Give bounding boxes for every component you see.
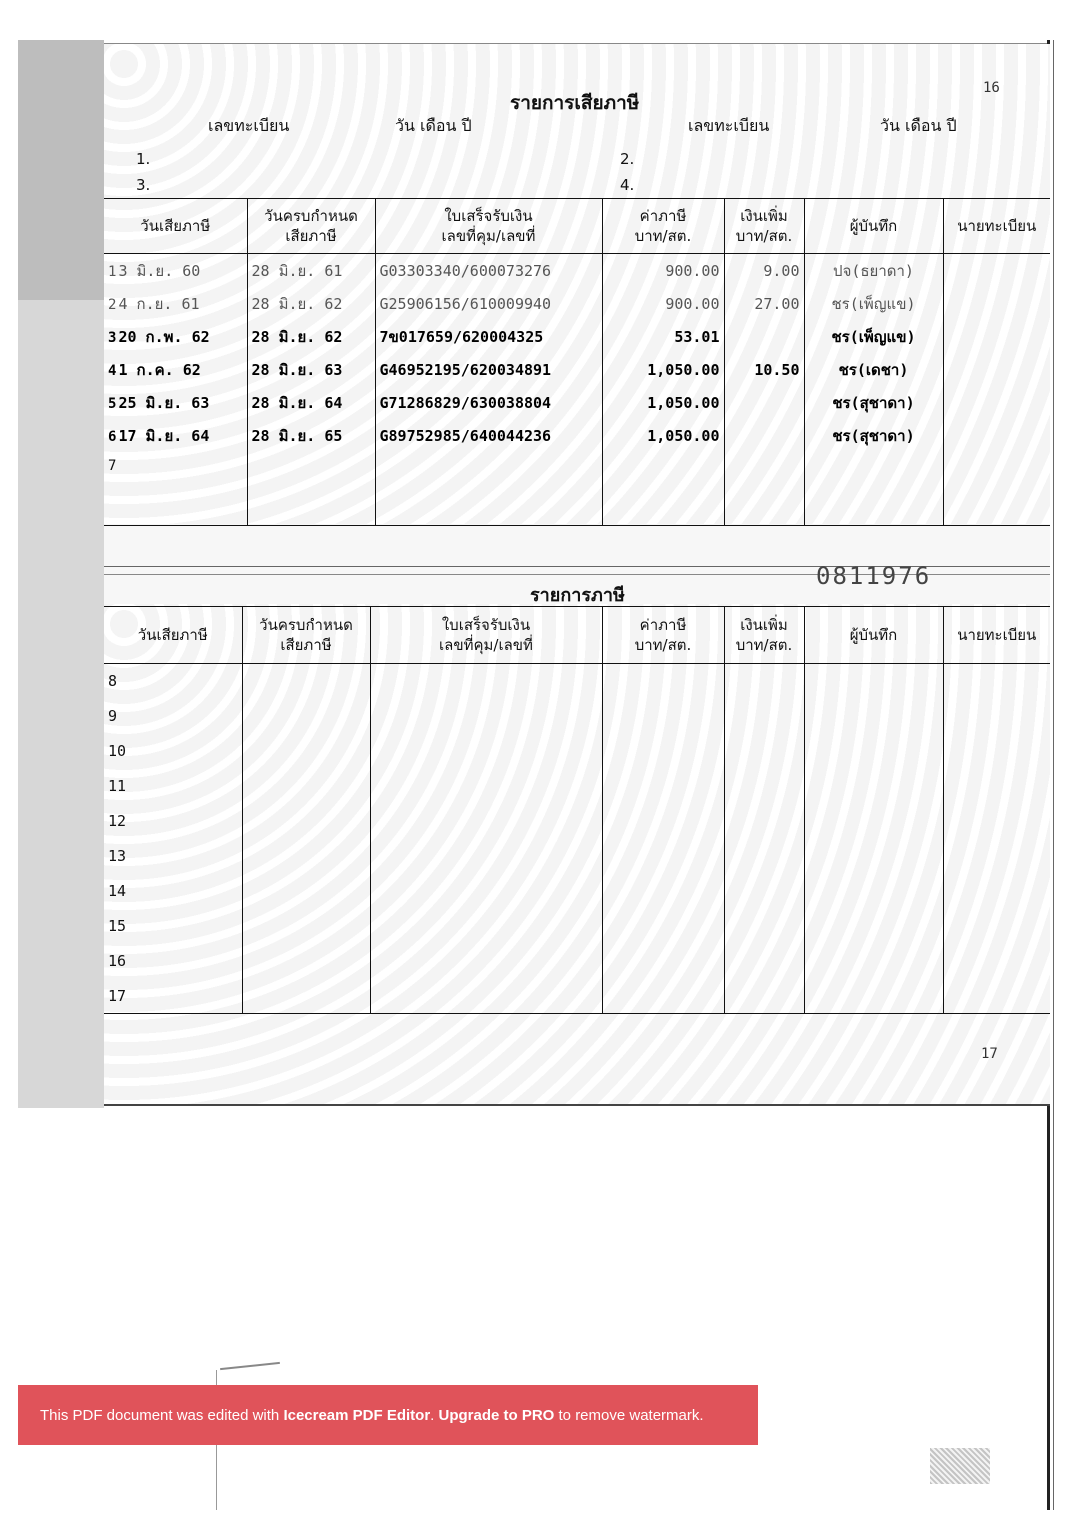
table-row bbox=[104, 874, 1050, 909]
cell-due-date: 28 มิ.ย. 65 bbox=[247, 419, 375, 452]
pay-date-value: 1 ก.ค. 62 bbox=[118, 360, 201, 379]
table-row bbox=[104, 979, 1050, 1014]
th-pay-date: วันเสียภาษี bbox=[104, 199, 247, 254]
reg-number-header-1: เลขทะเบียน bbox=[208, 116, 290, 135]
scan-smudge bbox=[930, 1448, 990, 1484]
table-row bbox=[104, 386, 1050, 419]
row-number: 6 bbox=[108, 428, 117, 445]
th-receipt-l1: ใบเสร็จรับเงิน bbox=[441, 616, 531, 634]
table-row bbox=[104, 944, 1050, 979]
table-row bbox=[104, 419, 1050, 452]
watermark-product: Icecream PDF Editor bbox=[283, 1406, 431, 1424]
cell-pay-date bbox=[104, 419, 247, 452]
table-row bbox=[104, 804, 1050, 839]
page-number-top: 16 bbox=[983, 80, 1000, 96]
table-row bbox=[104, 320, 1050, 353]
pay-date-value: 3 มิ.ย. 60 bbox=[118, 261, 201, 280]
cell-pay-date bbox=[104, 254, 247, 288]
th-due-date-l2: เสียภาษี bbox=[285, 227, 337, 245]
cell-tax: 900.00 bbox=[602, 254, 724, 288]
th-receipt bbox=[375, 199, 602, 254]
row-number: 7 bbox=[108, 458, 117, 474]
cell-receipt: G46952195/620034891 bbox=[375, 353, 602, 386]
cell-registrar bbox=[943, 320, 1050, 353]
reg-label-1: 1. bbox=[136, 150, 151, 168]
cell-pay-date bbox=[104, 386, 247, 419]
pay-date-value: 25 มิ.ย. 63 bbox=[118, 393, 210, 412]
th-receipt-l2: เลขที่คุม/เลขที่ bbox=[439, 636, 533, 654]
cell-registrar bbox=[943, 287, 1050, 320]
table-row bbox=[104, 452, 1050, 525]
table-row bbox=[104, 353, 1050, 386]
page-number-bottom: 17 bbox=[981, 1046, 998, 1062]
th-surcharge bbox=[724, 199, 804, 254]
cell-recorder: ชร(เดชา) bbox=[804, 353, 943, 386]
cell-tax: 1,050.00 bbox=[602, 419, 724, 452]
cell-pay-date bbox=[104, 452, 247, 525]
cell-due-date: 28 มิ.ย. 63 bbox=[247, 353, 375, 386]
th-due-date-l2: เสียภาษี bbox=[280, 636, 332, 654]
cell-due-date: 28 มิ.ย. 62 bbox=[247, 287, 375, 320]
table-row bbox=[104, 734, 1050, 769]
cell-surcharge bbox=[724, 386, 804, 419]
reg-label-2: 2. bbox=[620, 150, 635, 168]
th-surcharge bbox=[724, 607, 804, 664]
row-number: 17 bbox=[104, 979, 242, 1014]
cell-recorder: ชร(เพ็ญแข) bbox=[804, 287, 943, 320]
row-number: 11 bbox=[108, 777, 127, 795]
th-tax-l1: ค่าภาษี bbox=[639, 616, 687, 634]
tax-payment-title: รายการเสียภาษี bbox=[510, 92, 640, 114]
serial-number: 0811976 bbox=[816, 562, 932, 590]
cell-pay-date bbox=[104, 287, 247, 320]
page-border-right-inner bbox=[1053, 40, 1054, 1510]
editor-watermark-banner[interactable] bbox=[18, 1385, 758, 1445]
cell-registrar bbox=[943, 386, 1050, 419]
cell-surcharge: 27.00 bbox=[724, 287, 804, 320]
cell-tax: 900.00 bbox=[602, 287, 724, 320]
row-number: 9 bbox=[108, 707, 118, 725]
cell-recorder: ชร(สุชาดา) bbox=[804, 419, 943, 452]
watermark-text: This PDF document was edited with bbox=[40, 1406, 284, 1424]
cell-tax bbox=[602, 452, 724, 525]
cell-due-date: 28 มิ.ย. 62 bbox=[247, 320, 375, 353]
reg-label-3: 3. bbox=[136, 176, 151, 194]
cell-tax: 1,050.00 bbox=[602, 353, 724, 386]
table-row bbox=[104, 287, 1050, 320]
table-row bbox=[104, 909, 1050, 944]
cell-due-date: 28 มิ.ย. 64 bbox=[247, 386, 375, 419]
table-row bbox=[104, 664, 1050, 699]
th-recorder: ผู้บันทึก bbox=[804, 199, 943, 254]
date-header-2: วัน เดือน ปี bbox=[880, 116, 957, 135]
cell-recorder: ชร(สุชาดา) bbox=[804, 386, 943, 419]
cell-registrar bbox=[943, 254, 1050, 288]
cell-registrar bbox=[943, 419, 1050, 452]
row-number: 3 bbox=[108, 329, 117, 346]
cell-pay-date bbox=[104, 320, 247, 353]
th-recorder: ผู้บันทึก bbox=[804, 607, 943, 664]
cell-surcharge bbox=[724, 452, 804, 525]
table-row bbox=[104, 254, 1050, 288]
table-row bbox=[104, 699, 1050, 734]
row-number: 14 bbox=[108, 882, 127, 900]
th-registrar: นายทะเบียน bbox=[943, 199, 1050, 254]
cell-surcharge: 9.00 bbox=[724, 254, 804, 288]
table-row bbox=[104, 769, 1050, 804]
cell-due-date bbox=[247, 452, 375, 525]
th-tax bbox=[602, 607, 724, 664]
th-pay-date: วันเสียภาษี bbox=[104, 607, 242, 664]
th-tax-l1: ค่าภาษี bbox=[639, 207, 687, 225]
cell-receipt: G89752985/640044236 bbox=[375, 419, 602, 452]
pay-date-value: 20 ก.พ. 62 bbox=[118, 327, 210, 346]
tax-payment-table-bottom bbox=[104, 606, 1050, 1014]
row-number: 8 bbox=[108, 672, 118, 691]
reg-label-4: 4. bbox=[620, 176, 635, 194]
row-number: 10 bbox=[108, 742, 127, 760]
row-number: 16 bbox=[108, 952, 127, 970]
th-receipt-l1: ใบเสร็จรับเงิน bbox=[444, 207, 533, 225]
th-due-date-l1: วันครบกำหนด bbox=[259, 616, 353, 634]
th-due-date-l1: วันครบกำหนด bbox=[264, 207, 358, 225]
th-tax bbox=[602, 199, 724, 254]
th-surcharge-l2: บาท/สต. bbox=[735, 636, 793, 654]
pen-mark bbox=[220, 1362, 280, 1370]
pay-date-value: 17 มิ.ย. 64 bbox=[118, 426, 210, 445]
cell-tax: 53.01 bbox=[602, 320, 724, 353]
th-due-date bbox=[242, 607, 370, 664]
th-surcharge-l2: บาท/สต. bbox=[735, 227, 793, 245]
page-bottom-line bbox=[104, 1104, 1050, 1106]
cell-surcharge: 10.50 bbox=[724, 353, 804, 386]
row-number: 15 bbox=[108, 917, 127, 935]
tax-payment-table-top bbox=[104, 198, 1050, 526]
th-due-date bbox=[247, 199, 375, 254]
watermark-separator: . bbox=[430, 1406, 439, 1424]
th-receipt-l2: เลขที่คุม/เลขที่ bbox=[441, 227, 536, 245]
watermark-upgrade-link[interactable]: Upgrade to PRO bbox=[438, 1406, 555, 1424]
tax-list-title: รายการภาษี bbox=[530, 585, 625, 606]
table-row bbox=[104, 839, 1050, 874]
reg-number-header-2: เลขทะเบียน bbox=[688, 116, 770, 135]
row-number: 12 bbox=[108, 812, 127, 830]
cell-surcharge bbox=[724, 320, 804, 353]
cell-receipt: G71286829/630038804 bbox=[375, 386, 602, 419]
cell-surcharge bbox=[724, 419, 804, 452]
cell-receipt: G03303340/600073276 bbox=[375, 254, 602, 288]
th-receipt bbox=[370, 607, 602, 664]
pay-date-value: 4 ก.ย. 61 bbox=[118, 294, 200, 313]
th-tax-l2: บาท/สต. bbox=[634, 636, 692, 654]
th-surcharge-l1: เงินเพิ่ม bbox=[740, 207, 788, 225]
watermark-suffix: to remove watermark. bbox=[554, 1406, 704, 1424]
row-number: 5 bbox=[108, 395, 117, 412]
date-header-1: วัน เดือน ปี bbox=[395, 116, 472, 135]
cell-due-date: 28 มิ.ย. 61 bbox=[247, 254, 375, 288]
row-number: 2 bbox=[108, 296, 117, 313]
row-number: 1 bbox=[108, 263, 117, 280]
th-tax-l2: บาท/สต. bbox=[634, 227, 692, 245]
cell-receipt: G25906156/610009940 bbox=[375, 287, 602, 320]
cell-receipt bbox=[375, 452, 602, 525]
cell-recorder: ปจ(ธยาดา) bbox=[804, 254, 943, 288]
scan-edge-shadow bbox=[18, 40, 104, 300]
cell-pay-date bbox=[104, 353, 247, 386]
cell-recorder: ชร(เพ็ญแข) bbox=[804, 320, 943, 353]
cell-receipt: 7ข017659/620004325 bbox=[375, 320, 602, 353]
th-surcharge-l1: เงินเพิ่ม bbox=[740, 616, 788, 634]
row-number: 4 bbox=[108, 362, 117, 379]
cell-tax: 1,050.00 bbox=[602, 386, 724, 419]
cell-registrar bbox=[943, 353, 1050, 386]
cell-recorder bbox=[804, 452, 943, 525]
cell-registrar bbox=[943, 452, 1050, 525]
th-registrar: นายทะเบียน bbox=[943, 607, 1050, 664]
row-number: 13 bbox=[108, 847, 127, 865]
